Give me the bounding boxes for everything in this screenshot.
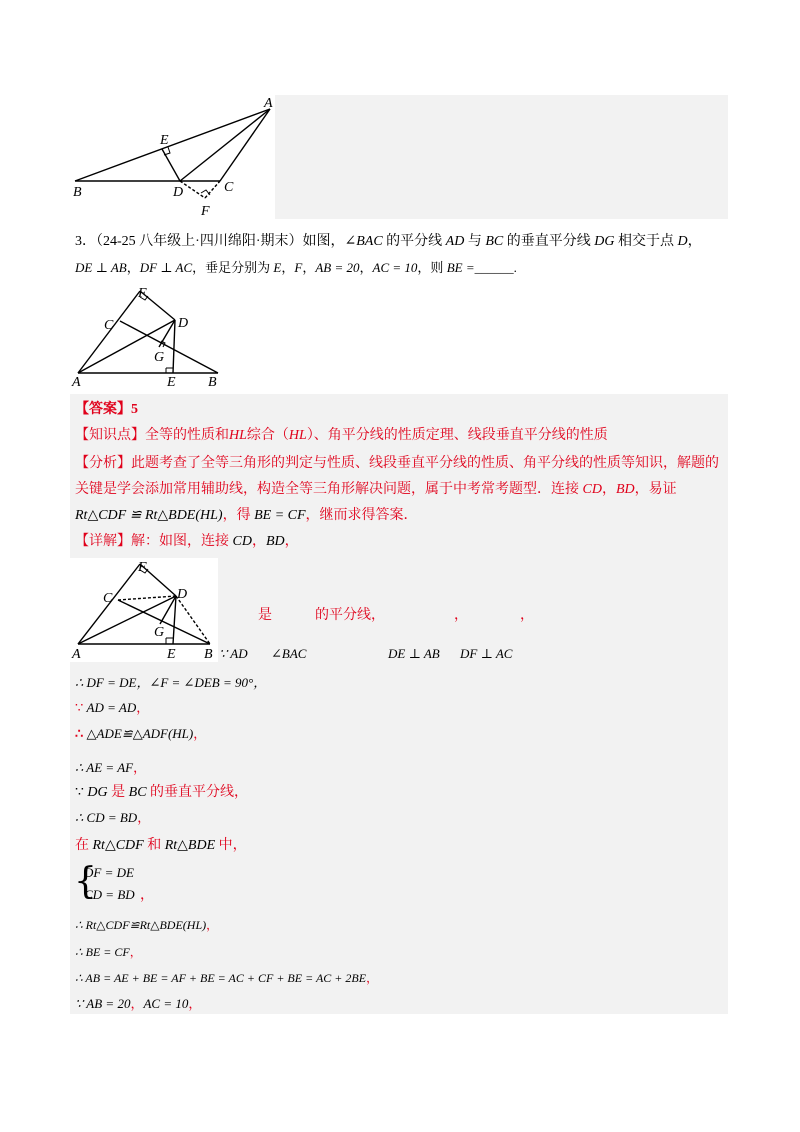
- text: ，垂足分别为: [192, 260, 274, 275]
- figure-previous: [70, 95, 275, 219]
- text: ，: [251, 534, 266, 549]
- step-11: [75, 968, 378, 988]
- math: ∴ Rt△CDF≌Rt△BDE(HL): [75, 918, 207, 932]
- text: 在: [75, 838, 93, 853]
- text: ）、角平分线的性质定理、线段垂直平分线的性质: [306, 428, 608, 443]
- detail-line: [75, 532, 299, 552]
- step-6: [75, 808, 150, 828]
- math: AD: [445, 234, 465, 249]
- inline-deab: DE ⊥ AB: [388, 646, 440, 661]
- text: ，: [302, 260, 316, 275]
- fig3-label-G: G: [154, 625, 165, 640]
- math: DG: [87, 785, 108, 800]
- because-symbol: ∵: [75, 785, 88, 800]
- therefore-symbol: ∴: [75, 726, 87, 741]
- text: ，: [137, 810, 151, 825]
- math: HL: [229, 428, 247, 443]
- math: ∴ AE = AF: [75, 760, 134, 775]
- step-12: [75, 994, 201, 1014]
- analysis-line-3: [75, 506, 418, 526]
- text: ，: [188, 996, 202, 1011]
- step-8-eq-2: CD = BD: [84, 887, 135, 902]
- text: ，: [129, 945, 142, 959]
- math: ∵ AB = 20: [75, 996, 131, 1011]
- math: D: [677, 234, 688, 249]
- answer-line: 【答案】5: [75, 402, 138, 417]
- math: CD: [232, 534, 252, 549]
- math: AD = AD: [86, 700, 137, 715]
- text: ，: [136, 700, 150, 715]
- step-8-eq-1: DF = DE: [84, 865, 134, 880]
- knowledge-line: [75, 426, 608, 446]
- text: 的平分线: [382, 234, 446, 249]
- analysis-line-1: 【分析】此题考查了全等三角形的判定与性质、线段垂直平分线的性质、角平分线的性质等知识，解题的: [75, 456, 719, 471]
- text: 的垂直平分线: [503, 234, 595, 249]
- math: ∴ BE = CF: [75, 945, 130, 959]
- step-1: ∴ DF = DE，∠F = ∠DEB = 90°，: [75, 675, 267, 690]
- text: 【知识点】全等的性质和: [75, 428, 229, 443]
- text: ，: [284, 534, 299, 549]
- inline-comma-1: ，: [454, 608, 468, 623]
- step-2: [75, 698, 149, 718]
- inline-ad: ∵ AD: [219, 646, 248, 661]
- inline-comma-2: ，: [520, 608, 534, 623]
- fig3-label-E: E: [167, 647, 176, 662]
- math: AC = 10: [372, 260, 418, 275]
- inline-bac: ∠BAC: [271, 646, 307, 661]
- text: ，: [687, 234, 702, 249]
- text: 的垂直平分线，: [146, 785, 249, 800]
- fig1-label-B: B: [73, 185, 82, 200]
- fig1-label-E: E: [160, 133, 169, 148]
- step-3: [75, 724, 206, 744]
- text: 和: [143, 838, 165, 853]
- step-4: [75, 758, 146, 778]
- math: ∴ AB = AE + BE = AF + BE = AC + CF + BE = AC + 2BE: [75, 971, 367, 985]
- math: DG: [594, 234, 615, 249]
- fig3-label-C: C: [103, 591, 113, 606]
- figure-question-3: [70, 283, 230, 391]
- text: 相交于点: [614, 234, 678, 249]
- step-5: [75, 783, 248, 803]
- math: AB = 20: [315, 260, 360, 275]
- text: 与: [464, 234, 486, 249]
- fig2-label-A: A: [72, 375, 81, 390]
- text: 综合（: [246, 428, 289, 443]
- fig2-label-E: E: [167, 375, 176, 390]
- math: BE = CF: [254, 508, 306, 523]
- math: CD: [582, 482, 602, 497]
- fig2-label-B: B: [208, 375, 217, 390]
- fig2-label-G: G: [154, 350, 165, 365]
- text: ，: [126, 260, 140, 275]
- step-10: [75, 942, 142, 962]
- fig3-label-B: B: [204, 647, 213, 662]
- fig1-label-F: F: [201, 204, 210, 219]
- math: AC = 10: [143, 996, 189, 1011]
- math: ∠BAC: [344, 234, 383, 249]
- fig3-label-D: D: [177, 587, 188, 602]
- inline-dfac: DF ⊥ AC: [460, 646, 513, 661]
- question-text: 3．（24-25 八年级上·四川绵阳·期末）如图，: [75, 234, 345, 249]
- step-7: [75, 836, 247, 856]
- math: ∴ CD = BD: [75, 810, 138, 825]
- math: BD: [265, 534, 285, 549]
- text: 中，: [215, 838, 247, 853]
- math: BC: [485, 234, 504, 249]
- fig1-label-C: C: [224, 180, 234, 195]
- inline-pingfen: 的平分线，: [315, 608, 385, 623]
- fig2-label-F: F: [138, 286, 147, 301]
- fig2-label-C: C: [104, 318, 114, 333]
- analysis-line-2: [75, 480, 677, 500]
- fig1-label-A: A: [264, 96, 273, 111]
- figure-solution: [70, 558, 218, 662]
- fig3-label-F: F: [138, 560, 147, 575]
- step-8-comma: ，: [140, 888, 154, 903]
- math: DF ⊥ AC: [139, 260, 193, 275]
- step-8-brace: {: [74, 861, 97, 902]
- math: BC: [128, 785, 147, 800]
- math: DE ⊥ AB: [75, 260, 127, 275]
- because-symbol: ∵: [75, 700, 87, 715]
- step-9: [75, 915, 218, 935]
- text: 是: [107, 785, 129, 800]
- question-line-1: [75, 232, 702, 252]
- text: 【详解】解：如图，连接: [75, 534, 233, 549]
- text: ，: [601, 482, 616, 497]
- answer-blank: ______: [474, 260, 514, 275]
- text: ，得: [222, 508, 255, 523]
- text: ，则: [417, 260, 447, 275]
- fig2-label-D: D: [178, 316, 189, 331]
- math: Rt△CDF: [92, 838, 144, 853]
- math: Rt△BDE: [164, 838, 216, 853]
- text: ，: [281, 260, 295, 275]
- text: ，: [206, 918, 219, 932]
- question-line-2: [75, 258, 517, 278]
- text: .: [513, 260, 517, 275]
- math: BE =: [446, 260, 475, 275]
- text: ，: [133, 760, 147, 775]
- text: 关键是学会添加常用辅助线，构造全等三角形解决问题，属于中考常考题型．连接: [75, 482, 583, 497]
- math: HL: [288, 428, 307, 443]
- math: E: [273, 260, 282, 275]
- math: BD: [615, 482, 635, 497]
- math: Rt△CDF ≌ Rt△BDE(HL): [75, 508, 223, 523]
- fig1-label-D: D: [173, 185, 184, 200]
- inline-shi: 是: [258, 608, 272, 623]
- text: ，: [359, 260, 373, 275]
- fig3-label-A: A: [72, 647, 81, 662]
- text: ，易证: [634, 482, 677, 497]
- text: ，: [193, 726, 207, 741]
- math: F: [294, 260, 303, 275]
- text: ，: [366, 971, 379, 985]
- math: △ADE≌△ADF(HL): [86, 726, 194, 741]
- text: ，: [130, 996, 144, 1011]
- text: ，继而求得答案．: [305, 508, 418, 523]
